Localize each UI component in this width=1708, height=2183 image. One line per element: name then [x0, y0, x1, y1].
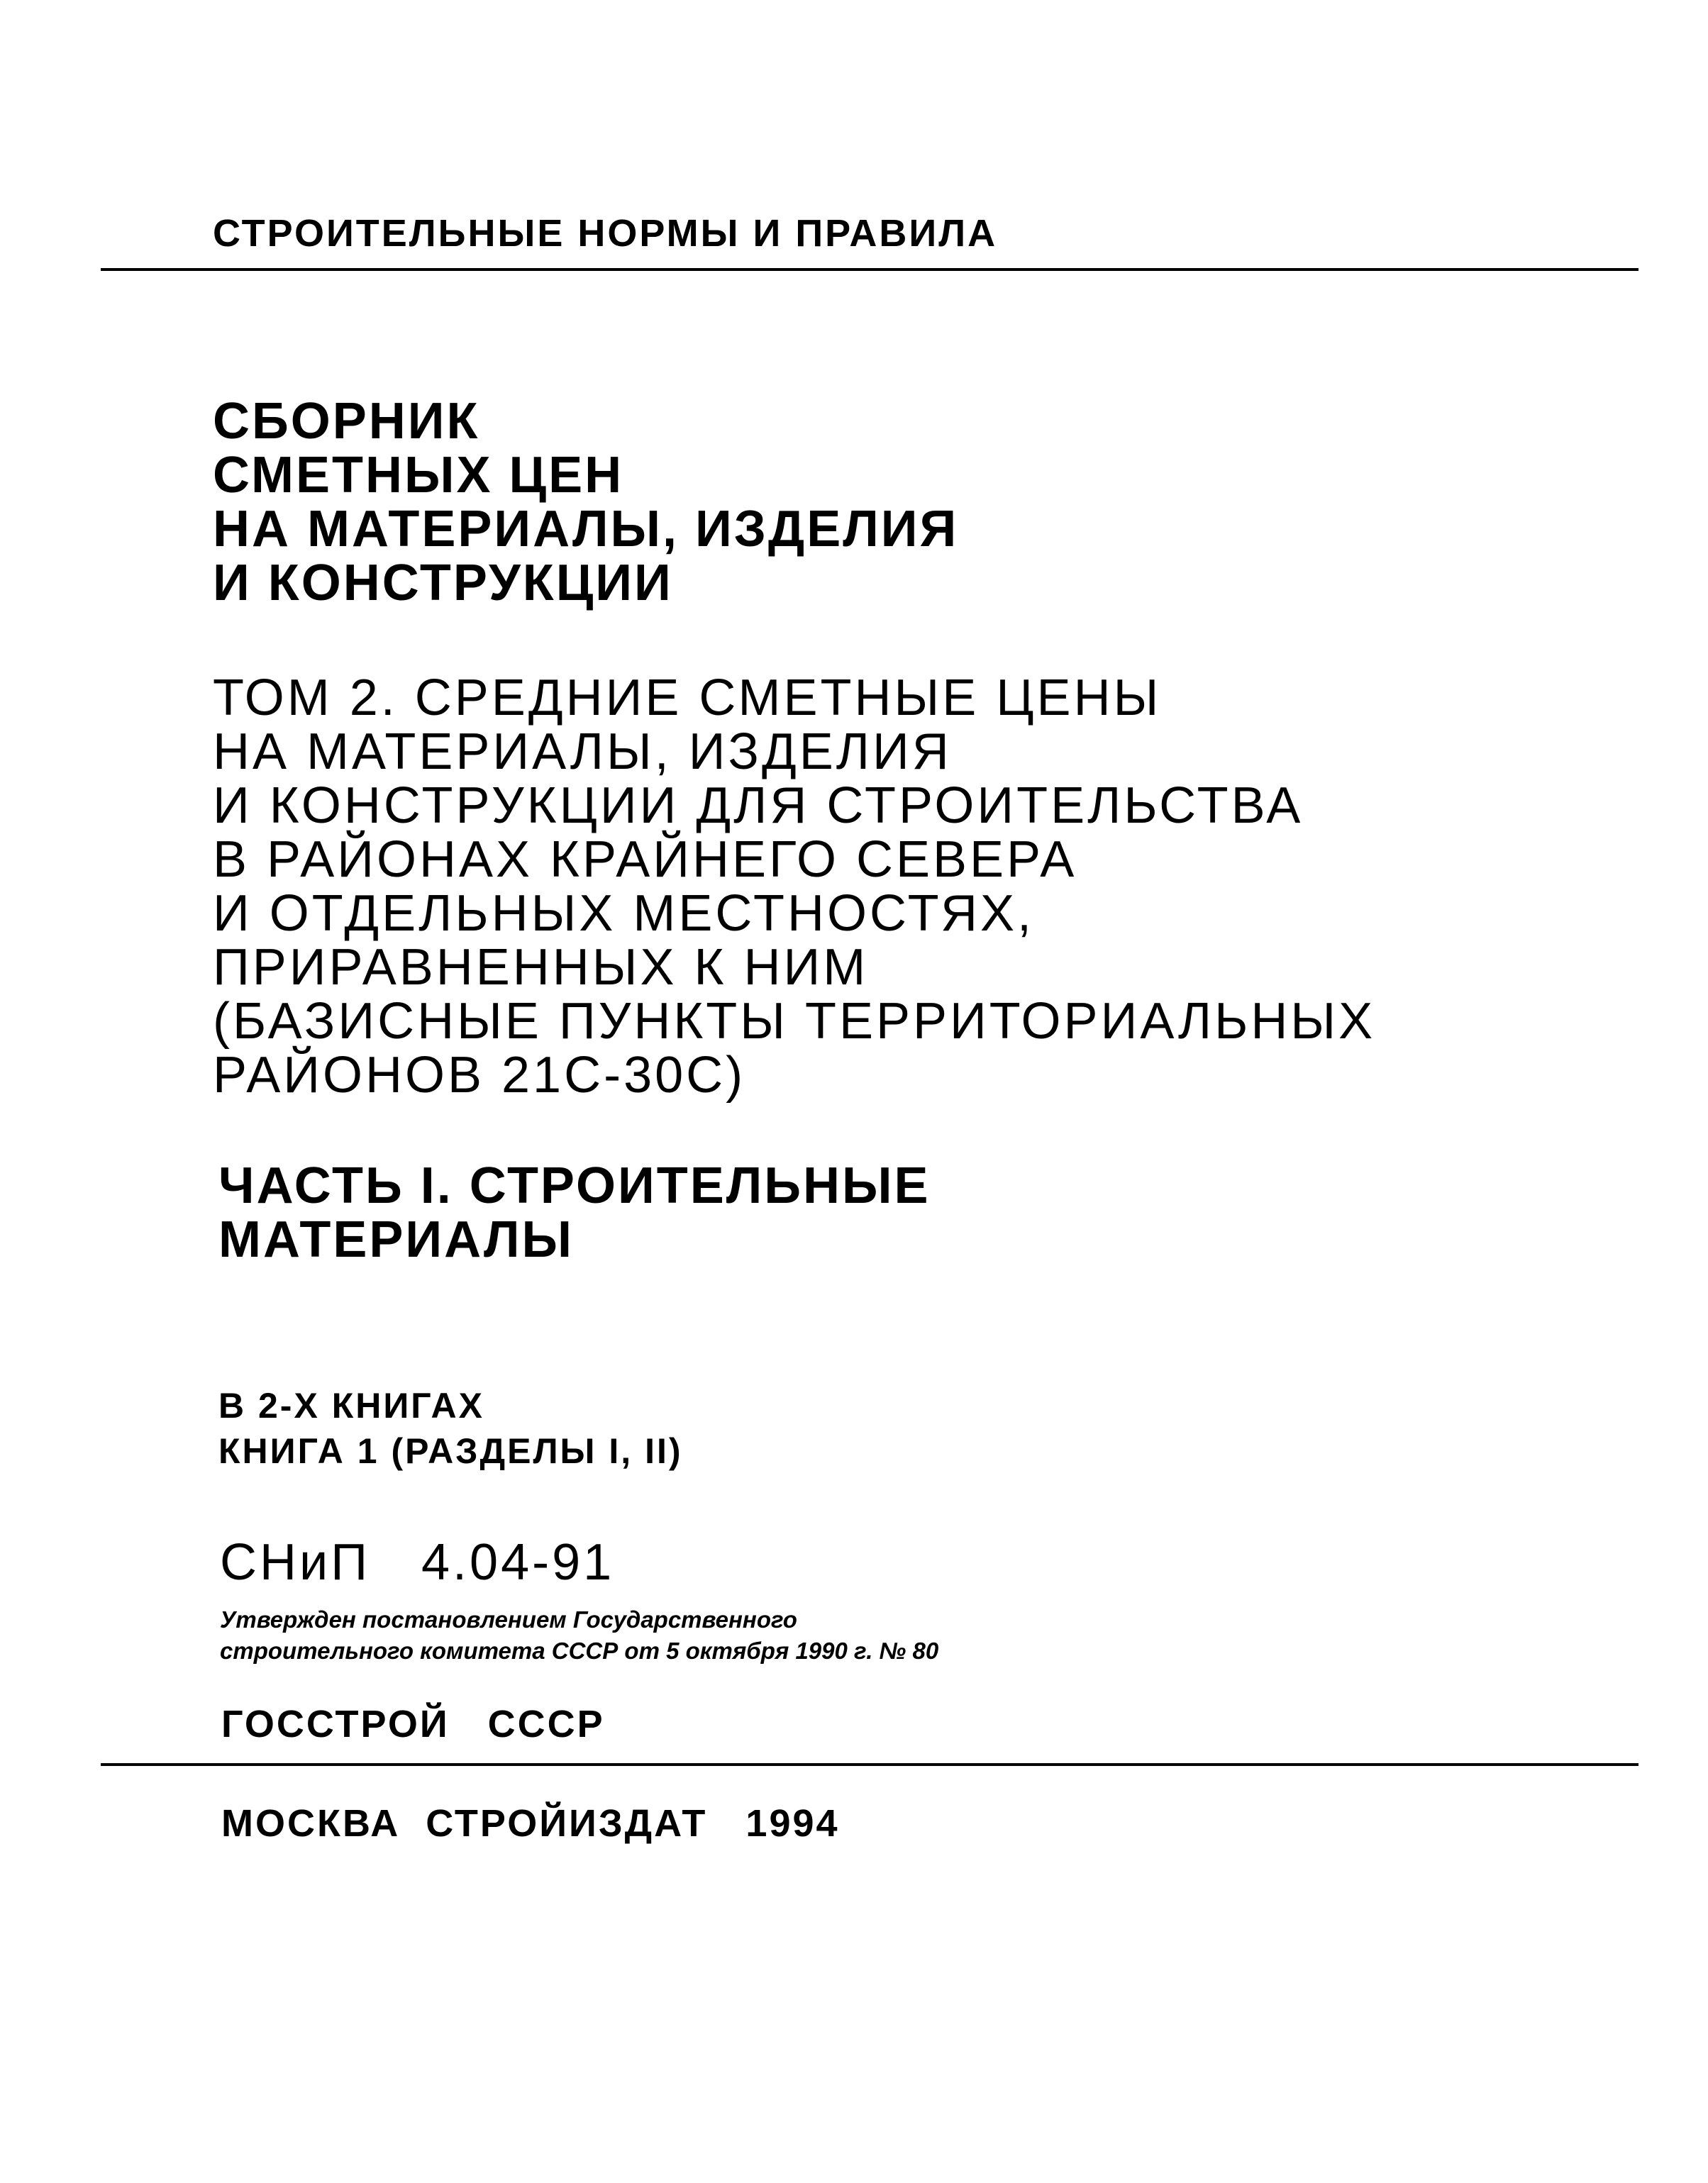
books-info	[218, 1383, 683, 1474]
part-line: ЧАСТЬ I. СТРОИТЕЛЬНЫЕ	[218, 1157, 931, 1214]
approval-line: Утвержден постановлением Государственного	[220, 1606, 797, 1633]
volume-line: В РАЙОНАХ КРАЙНЕГО СЕВЕРА	[213, 831, 1077, 888]
title-line: СМЕТНЫХ ЦЕН	[213, 447, 624, 504]
volume-line: И КОНСТРУКЦИИ ДЛЯ СТРОИТЕЛЬСТВА	[213, 777, 1304, 834]
top-divider	[101, 268, 1638, 271]
volume-line: РАЙОНОВ 21С-30С)	[213, 1047, 746, 1104]
snip-code: СНиП 4.04-91	[220, 1534, 615, 1591]
bottom-divider	[101, 1763, 1638, 1766]
books-line: В 2-Х КНИГАХ	[218, 1386, 484, 1426]
title-line: СБОРНИК	[213, 393, 480, 450]
approval-line: строительного комитета СССР от 5 октября 1990 г. № 80	[220, 1638, 939, 1664]
approval-note	[220, 1604, 938, 1667]
title-line: И КОНСТРУКЦИИ	[213, 555, 673, 611]
publisher-imprint: МОСКВА СТРОЙИЗДАТ 1994	[221, 1802, 840, 1845]
title-line: НА МАТЕРИАЛЫ, ИЗДЕЛИЯ	[213, 501, 959, 557]
part-line: МАТЕРИАЛЫ	[218, 1211, 575, 1268]
volume-line: ПРИРАВНЕННЫХ К НИМ	[213, 939, 869, 996]
part-title	[218, 1159, 931, 1267]
books-line: КНИГА 1 (РАЗДЕЛЫ I, II)	[218, 1431, 683, 1471]
collection-title	[213, 394, 958, 610]
volume-title	[213, 671, 1375, 1102]
volume-line: И ОТДЕЛЬНЫХ МЕСТНОСТЯХ,	[213, 885, 1035, 942]
volume-line: НА МАТЕРИАЛЫ, ИЗДЕЛИЯ	[213, 723, 952, 780]
volume-line: (БАЗИСНЫЕ ПУНКТЫ ТЕРРИТОРИАЛЬНЫХ	[213, 993, 1376, 1050]
series-title: СТРОИТЕЛЬНЫЕ НОРМЫ И ПРАВИЛА	[213, 212, 998, 255]
agency-name: ГОССТРОЙ СССР	[221, 1703, 605, 1745]
volume-line: ТОМ 2. СРЕДНИЕ СМЕТНЫЕ ЦЕНЫ	[213, 670, 1162, 726]
